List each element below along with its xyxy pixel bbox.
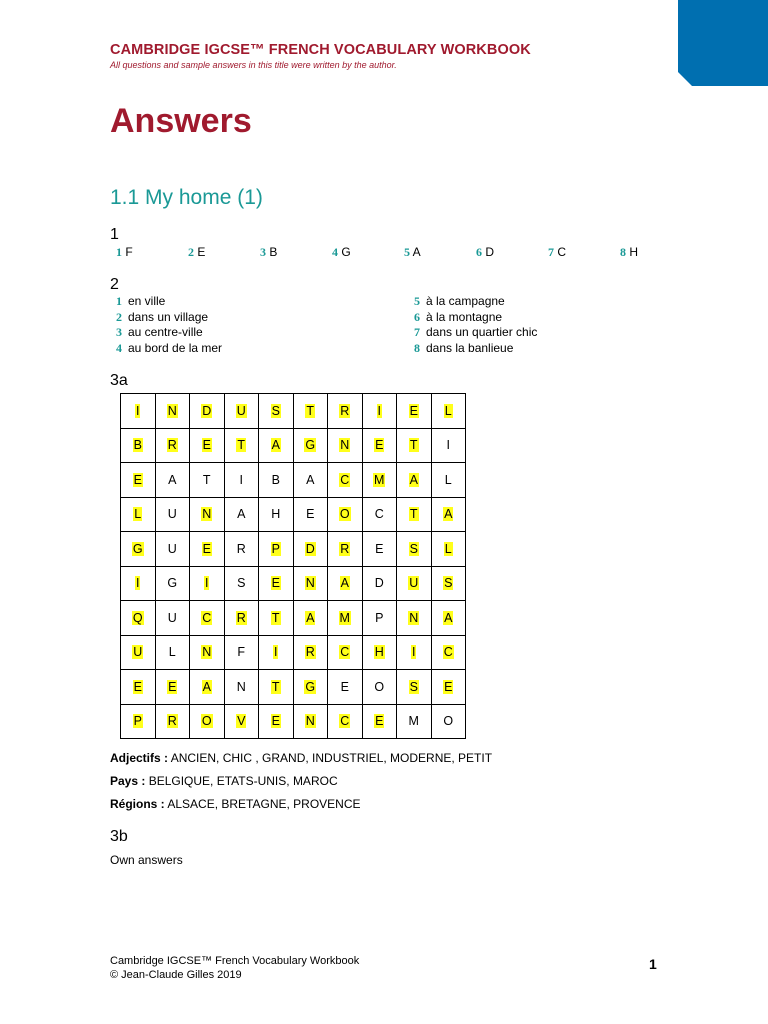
grid-cell [362, 428, 397, 463]
grid-cell [259, 635, 294, 670]
grid-letter: R [340, 403, 350, 418]
grid-cell [328, 566, 363, 601]
grid-letter: C [443, 645, 453, 660]
grid-cell [293, 463, 328, 498]
grid-cell [190, 463, 225, 498]
grid-letter: H [271, 507, 281, 522]
grid-letter: O [339, 507, 350, 522]
grid-cell [121, 635, 156, 670]
grid-letter: E [444, 679, 453, 694]
grid-cell [397, 394, 432, 429]
grid-letter: L [168, 645, 176, 660]
grid-cell [397, 635, 432, 670]
list-item: 6 à la montagne [414, 309, 503, 324]
grid-letter: A [409, 472, 418, 487]
grid-letter: E [375, 541, 384, 556]
grid-letter: V [237, 714, 246, 729]
list-item: 3 au centre-ville [116, 325, 203, 339]
grid-letter: T [409, 438, 418, 453]
grid-cell [293, 428, 328, 463]
grid-row [121, 635, 466, 670]
grid-row [121, 566, 466, 601]
grid-cell [224, 463, 259, 498]
grid-row [121, 394, 466, 429]
question-2-right-list [414, 294, 537, 356]
answer-item: 2 E [188, 245, 206, 259]
grid-cell [259, 670, 294, 705]
grid-cell [121, 704, 156, 739]
grid-letter: T [306, 403, 315, 418]
grid-cell [328, 497, 363, 532]
grid-cell [259, 463, 294, 498]
grid-cell [397, 497, 432, 532]
grid-cell [224, 497, 259, 532]
grid-cell [190, 670, 225, 705]
grid-letter: N [340, 438, 350, 453]
grid-cell [431, 532, 466, 567]
grid-letter: P [375, 610, 384, 625]
grid-letter: P [133, 714, 142, 729]
grid-cell [259, 532, 294, 567]
grid-letter: I [412, 645, 416, 660]
grid-cell [328, 704, 363, 739]
grid-cell [121, 566, 156, 601]
grid-letter: B [133, 438, 142, 453]
grid-cell [362, 601, 397, 636]
grid-letter: I [205, 576, 209, 591]
grid-letter: O [374, 679, 385, 694]
grid-cell [224, 601, 259, 636]
grid-cell [155, 566, 190, 601]
grid-cell [121, 463, 156, 498]
grid-letter: M [339, 610, 350, 625]
grid-cell [190, 428, 225, 463]
question-1-label: 1 [110, 226, 119, 243]
answer-item: 5 A [404, 245, 421, 259]
grid-letter: D [374, 576, 384, 591]
grid-letter: U [133, 645, 143, 660]
grid-letter: N [305, 714, 315, 729]
grid-cell [431, 566, 466, 601]
grid-cell [328, 428, 363, 463]
footer [110, 954, 359, 982]
grid-cell [397, 428, 432, 463]
grid-letter: I [239, 472, 243, 487]
answer-item: 3 B [260, 245, 278, 259]
grid-letter: I [446, 438, 450, 453]
grid-letter: E [375, 438, 384, 453]
answer-item: 1 F [116, 245, 133, 259]
list-item: 2 dans un village [116, 309, 209, 324]
list-item: 4 au bord de la mer [116, 340, 223, 355]
grid-cell [362, 463, 397, 498]
grid-cell [190, 635, 225, 670]
grid-letter: E [133, 679, 142, 694]
grid-cell [362, 497, 397, 532]
grid-letter: S [237, 576, 246, 591]
grid-cell [431, 704, 466, 739]
grid-cell [362, 670, 397, 705]
grid-cell [224, 704, 259, 739]
grid-letter: T [271, 679, 280, 694]
grid-letter: A [444, 610, 453, 625]
grid-cell [293, 601, 328, 636]
grid-cell [362, 635, 397, 670]
grid-cell [397, 601, 432, 636]
grid-cell [155, 635, 190, 670]
grid-row [121, 704, 466, 739]
grid-letter: A [271, 438, 280, 453]
grid-letter: Q [132, 610, 143, 625]
grid-letter: L [444, 472, 452, 487]
grid-cell [190, 394, 225, 429]
grid-letter: U [167, 507, 177, 522]
section-title: 1.1 My home (1) [110, 186, 263, 209]
grid-cell [362, 532, 397, 567]
grid-cell [293, 670, 328, 705]
grid-cell [328, 635, 363, 670]
grid-letter: A [237, 507, 246, 522]
question-3a-label: 3a [110, 372, 128, 389]
grid-cell [362, 394, 397, 429]
list-item: 7 dans un quartier chic [414, 325, 538, 339]
category-pays: Pays : BELGIQUE, ETATS-UNIS, MAROC [110, 774, 338, 788]
grid-cell [293, 635, 328, 670]
grid-letter: N [202, 645, 212, 660]
grid-letter: E [133, 472, 142, 487]
question-2-label: 2 [110, 276, 119, 293]
grid-letter: U [236, 403, 246, 418]
grid-cell [397, 532, 432, 567]
grid-letter: S [444, 576, 453, 591]
grid-letter: E [202, 438, 211, 453]
grid-cell [328, 394, 363, 429]
grid-cell [431, 601, 466, 636]
grid-row [121, 601, 466, 636]
grid-cell [431, 394, 466, 429]
grid-cell [224, 394, 259, 429]
grid-letter: G [305, 438, 316, 453]
grid-cell [155, 428, 190, 463]
grid-letter: A [306, 610, 315, 625]
question-2-left-list [116, 294, 222, 356]
grid-letter: G [132, 541, 143, 556]
grid-letter: E [271, 714, 280, 729]
grid-letter: M [408, 714, 419, 729]
grid-letter: B [271, 472, 280, 487]
grid-cell [259, 601, 294, 636]
grid-cell [121, 394, 156, 429]
grid-cell [397, 704, 432, 739]
grid-letter: M [374, 472, 385, 487]
grid-cell [362, 704, 397, 739]
grid-letter: E [306, 507, 315, 522]
grid-letter: I [377, 403, 381, 418]
grid-letter: C [202, 610, 212, 625]
grid-letter: N [236, 679, 246, 694]
grid-letter: F [237, 645, 246, 660]
grid-letter: E [271, 576, 280, 591]
grid-letter: N [305, 576, 315, 591]
grid-letter: R [167, 714, 177, 729]
grid-letter: U [409, 576, 419, 591]
grid-cell [121, 670, 156, 705]
grid-letter: H [374, 645, 384, 660]
grid-letter: S [271, 403, 280, 418]
grid-letter: C [340, 472, 350, 487]
grid-letter: C [374, 507, 384, 522]
grid-letter: A [444, 507, 453, 522]
grid-letter: O [443, 714, 454, 729]
grid-letter: G [167, 576, 178, 591]
word-search-grid [120, 393, 466, 739]
list-item: 8 dans la banlieue [414, 340, 514, 355]
grid-cell [121, 532, 156, 567]
grid-letter: S [409, 541, 418, 556]
grid-cell [121, 601, 156, 636]
question-3b-label: 3b [110, 828, 128, 845]
grid-letter: T [237, 438, 246, 453]
grid-cell [259, 566, 294, 601]
grid-cell [190, 601, 225, 636]
grid-letter: D [305, 541, 315, 556]
grid-letter: A [168, 472, 177, 487]
grid-cell [431, 497, 466, 532]
grid-cell [155, 394, 190, 429]
answer-item: 6 D [476, 245, 495, 259]
grid-letter: I [136, 403, 140, 418]
grid-letter: S [409, 679, 418, 694]
grid-letter: T [271, 610, 280, 625]
grid-cell [224, 635, 259, 670]
grid-letter: A [202, 679, 211, 694]
grid-letter: L [134, 507, 142, 522]
grid-letter: U [167, 541, 177, 556]
grid-letter: N [409, 610, 419, 625]
grid-letter: T [409, 507, 418, 522]
page-number: 1 [649, 956, 657, 972]
grid-cell [259, 497, 294, 532]
grid-cell [431, 428, 466, 463]
grid-row [121, 532, 466, 567]
footer-title: Cambridge IGCSE™ French Vocabulary Workbook [110, 955, 360, 967]
grid-row [121, 670, 466, 705]
grid-cell [293, 704, 328, 739]
grid-letter: O [201, 714, 212, 729]
grid-letter: L [444, 541, 452, 556]
grid-cell [259, 428, 294, 463]
grid-cell [190, 497, 225, 532]
grid-cell [431, 670, 466, 705]
grid-letter: E [375, 714, 384, 729]
corner-decoration [678, 0, 768, 86]
grid-letter: L [444, 403, 452, 418]
grid-cell [397, 670, 432, 705]
list-item: 5 à la campagne [414, 294, 505, 308]
grid-cell [224, 566, 259, 601]
grid-cell [293, 566, 328, 601]
grid-letter: C [340, 714, 350, 729]
answer-item: 8 H [620, 245, 639, 259]
grid-letter: U [167, 610, 177, 625]
grid-cell [224, 532, 259, 567]
grid-cell [155, 497, 190, 532]
grid-cell [328, 463, 363, 498]
grid-cell [259, 394, 294, 429]
grid-letter: E [202, 541, 211, 556]
grid-cell [397, 463, 432, 498]
grid-cell [293, 497, 328, 532]
grid-cell [397, 566, 432, 601]
grid-cell [293, 532, 328, 567]
grid-letter: I [274, 645, 278, 660]
grid-row [121, 463, 466, 498]
grid-cell [259, 704, 294, 739]
answer-item: 7 C [548, 245, 567, 259]
grid-letter: T [202, 472, 211, 487]
grid-cell [155, 532, 190, 567]
category-adjectifs: Adjectifs : ANCIEN, CHIC , GRAND, INDUSTRIEL, MODERNE, PETIT [110, 751, 493, 765]
grid-cell [121, 497, 156, 532]
category-regions: Régions : ALSACE, BRETAGNE, PROVENCE [110, 797, 361, 811]
grid-letter: C [340, 645, 350, 660]
grid-cell [431, 463, 466, 498]
grid-cell [328, 532, 363, 567]
grid-cell [328, 670, 363, 705]
grid-cell [328, 601, 363, 636]
grid-cell [293, 394, 328, 429]
page-title: Answers [110, 102, 252, 140]
grid-letter: N [202, 507, 212, 522]
question-3b-answer: Own answers [110, 853, 183, 867]
grid-cell [362, 566, 397, 601]
grid-cell [431, 635, 466, 670]
grid-letter: N [167, 403, 177, 418]
grid-letter: G [305, 679, 316, 694]
grid-cell [224, 428, 259, 463]
grid-cell [190, 532, 225, 567]
grid-row [121, 428, 466, 463]
grid-letter: D [202, 403, 212, 418]
grid-letter: A [340, 576, 349, 591]
grid-letter: P [271, 541, 280, 556]
grid-cell [155, 601, 190, 636]
grid-letter: I [136, 576, 140, 591]
grid-letter: E [168, 679, 177, 694]
grid-cell [121, 428, 156, 463]
grid-letter: R [236, 610, 246, 625]
book-title: CAMBRIDGE IGCSE™ FRENCH VOCABULARY WORKBOOK [110, 42, 531, 58]
grid-letter: R [340, 541, 350, 556]
book-subtitle: All questions and sample answers in this title were written by the author. [110, 60, 397, 70]
grid-cell [190, 704, 225, 739]
grid-letter: R [236, 541, 246, 556]
grid-letter: E [409, 403, 418, 418]
grid-cell [190, 566, 225, 601]
grid-cell [224, 670, 259, 705]
grid-letter: E [340, 679, 349, 694]
footer-copyright: © Jean-Claude Gilles 2019 [110, 969, 242, 981]
grid-letter: R [167, 438, 177, 453]
grid-letter: R [305, 645, 315, 660]
list-item: 1 en ville [116, 294, 166, 308]
answer-item: 4 G [332, 245, 351, 259]
grid-letter: A [306, 472, 315, 487]
grid-cell [155, 463, 190, 498]
grid-row [121, 497, 466, 532]
grid-cell [155, 670, 190, 705]
grid-cell [155, 704, 190, 739]
